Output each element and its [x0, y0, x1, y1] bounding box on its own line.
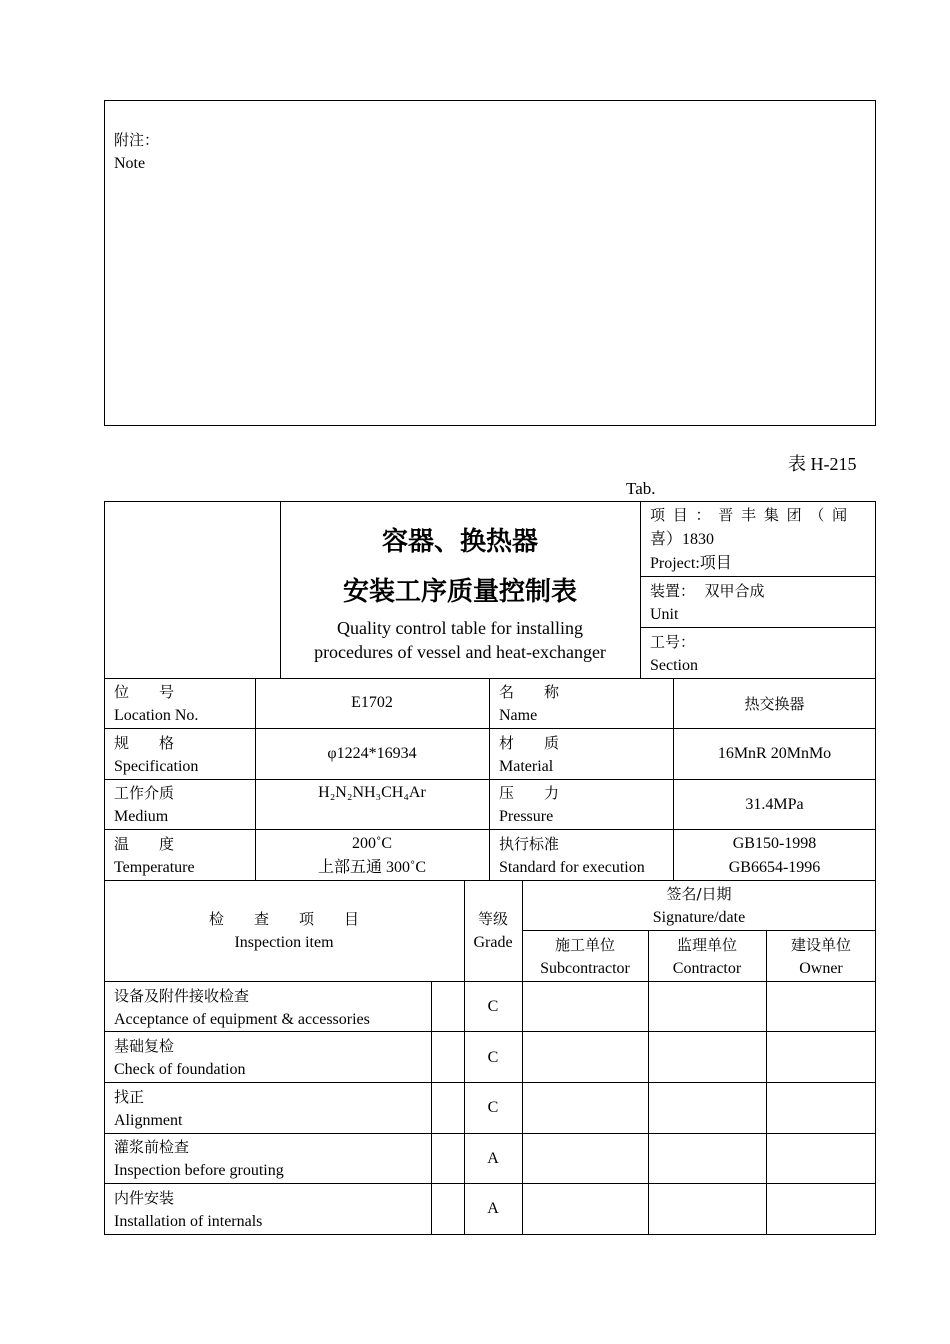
temp-label-en: Temperature — [114, 859, 195, 876]
insp-hline-sign — [522, 930, 876, 931]
table-row-5-cn: 内件安装 — [114, 1189, 175, 1207]
title-cn-2: 安装工序质量控制表 — [342, 577, 577, 607]
unit-cn: 装置： 双甲合成 — [650, 582, 765, 600]
table-number: 表 H-215 — [788, 454, 857, 474]
inspection-item-en: Inspection item — [234, 934, 334, 951]
info-hline-2 — [104, 779, 876, 780]
table-row-3-en: Alignment — [114, 1112, 183, 1129]
standard-value-2: GB6654-1996 — [728, 859, 821, 876]
standard-label-en: Standard for execution — [499, 859, 645, 876]
pressure-label-en: Pressure — [499, 808, 554, 825]
rows-hline-4 — [104, 1183, 876, 1184]
spec-label-cn: 规 格 — [114, 734, 175, 752]
info-hline-1 — [104, 728, 876, 729]
owner-cn: 建设单位 — [790, 936, 851, 954]
table-row-3-grade: C — [487, 1099, 499, 1116]
table-row-1-cn: 设备及附件接收检查 — [114, 987, 250, 1005]
location-label-en: Location No. — [114, 707, 199, 724]
medium-label-cn: 工作介质 — [114, 784, 175, 802]
table-row-4-en: Inspection before grouting — [114, 1162, 284, 1179]
temp-value-1: 200˚C — [352, 835, 392, 852]
table-row-2-cn: 基础复检 — [114, 1037, 175, 1055]
table-row-2-en: Check of foundation — [114, 1061, 246, 1078]
standard-label-cn: 执行标准 — [499, 835, 560, 853]
rows-vline-4 — [648, 981, 649, 1235]
section-cn: 工号： — [650, 633, 696, 651]
pressure-value: 31.4MPa — [745, 796, 804, 813]
temp-label-cn: 温 度 — [114, 835, 175, 853]
rows-vline-3 — [522, 981, 523, 1235]
table-row-1-en: Acceptance of equipment & accessories — [114, 1011, 370, 1028]
rows-hline-2 — [104, 1082, 876, 1083]
grade-cn: 等级 — [477, 910, 508, 928]
header-hline-2 — [640, 627, 876, 628]
table-row-5-grade: A — [487, 1200, 499, 1217]
medium-label-en: Medium — [114, 808, 169, 825]
table-row-1-grade: C — [487, 998, 499, 1015]
material-label-en: Material — [499, 758, 554, 775]
signature-cn: 签名/日期 — [666, 885, 732, 903]
note-label-en: Note — [114, 155, 146, 172]
rows-hline-3 — [104, 1133, 876, 1134]
header-divider-right — [640, 501, 641, 679]
title-en-2: procedures of vessel and heat-exchanger — [314, 642, 606, 662]
project-en: Project:项目 — [650, 555, 732, 572]
spec-label-en: Specification — [114, 758, 199, 775]
subcontractor-cn: 施工单位 — [554, 936, 615, 954]
location-value: E1702 — [351, 694, 393, 711]
contractor-en: Contractor — [672, 960, 742, 977]
title-cn-1: 容器、换热器 — [381, 527, 538, 557]
section-en: Section — [650, 657, 698, 674]
table-row-3-cn: 找正 — [114, 1088, 145, 1106]
project-line-1: 项 目 ： 晋 丰 集 团 （ 闻 — [650, 506, 848, 524]
signature-en: Signature/date — [652, 909, 746, 926]
standard-value-1: GB150-1998 — [732, 835, 817, 852]
location-label-cn: 位 号 — [114, 683, 175, 701]
inspection-item-cn: 检 查 项 目 — [208, 910, 359, 928]
rows-vline-5 — [766, 981, 767, 1235]
info-hline-3 — [104, 829, 876, 830]
title-en-1: Quality control table for installing — [337, 618, 583, 638]
name-value: 热交换器 — [744, 695, 805, 713]
table-row-2-grade: C — [487, 1049, 499, 1066]
rows-vline-1 — [431, 981, 432, 1235]
header-hline-1 — [640, 576, 876, 577]
contractor-cn: 监理单位 — [676, 936, 737, 954]
subcontractor-en: Subcontractor — [540, 960, 630, 977]
medium-value: H₂N₂NH₃CH₄Ar — [318, 784, 426, 801]
grade-en: Grade — [473, 934, 513, 951]
material-value: 16MnR 20MnMo — [717, 745, 832, 762]
info-vline-2 — [489, 678, 490, 881]
name-label-cn: 名 称 — [499, 683, 560, 701]
material-label-cn: 材 质 — [499, 734, 560, 752]
table-row-4-grade: A — [487, 1150, 499, 1167]
note-label-cn: 附注： — [114, 131, 160, 149]
note-box — [104, 100, 876, 426]
unit-en: Unit — [650, 606, 679, 623]
project-line-2: 喜）1830 — [650, 531, 715, 548]
name-label-en: Name — [499, 707, 538, 724]
pressure-label-cn: 压 力 — [499, 784, 560, 802]
temp-value-2: 上部五通 300˚C — [317, 859, 426, 876]
owner-en: Owner — [799, 960, 843, 977]
spec-value: φ1224*16934 — [327, 745, 417, 762]
table-row-5-en: Installation of internals — [114, 1213, 263, 1230]
table-row-4-cn: 灌浆前检查 — [114, 1138, 190, 1156]
table-number-en: Tab. — [626, 479, 656, 498]
